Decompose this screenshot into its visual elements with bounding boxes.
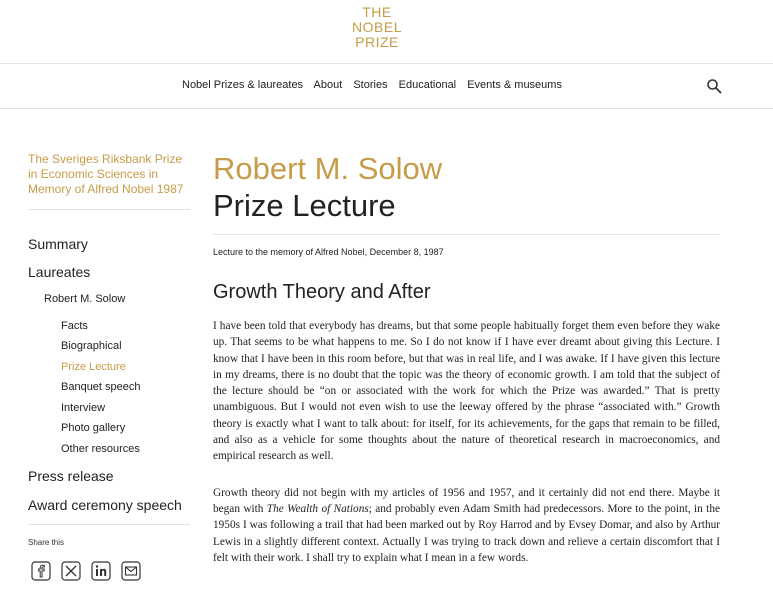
share-label: Share this	[28, 538, 65, 547]
x-icon[interactable]	[61, 561, 81, 581]
sidebar-item-prize-lecture[interactable]: Prize Lecture	[61, 361, 126, 373]
sidebar-item-laureate-name[interactable]: Robert M. Solow	[44, 293, 126, 305]
lecture-paragraph-2	[213, 485, 720, 566]
divider	[28, 209, 190, 210]
sidebar-item-photo-gallery[interactable]: Photo gallery	[61, 422, 126, 434]
sidebar-item-facts[interactable]: Facts	[61, 320, 88, 332]
book-title: The Wealth of Nations	[266, 502, 369, 515]
logo-line-1: THE	[362, 4, 392, 20]
share-icons	[31, 561, 151, 581]
sidebar-item-laureates[interactable]: Laureates	[28, 264, 91, 280]
sidebar-item-biographical[interactable]: Biographical	[61, 340, 122, 352]
linkedin-icon[interactable]	[91, 561, 111, 581]
nobel-prize-logo[interactable]	[347, 5, 407, 50]
paragraph-2-text-a: Growth theory did not begin with my articles of 1956 and 1957, and it certainly did not end there. Maybe it began with	[213, 486, 720, 515]
divider	[28, 524, 190, 525]
logo-line-2: NOBEL	[352, 19, 402, 35]
page-title: Prize Lecture	[213, 188, 396, 223]
main-content	[213, 150, 720, 566]
facebook-icon[interactable]	[31, 561, 51, 581]
site-header	[0, 0, 773, 64]
nav-item-about[interactable]: About	[313, 79, 343, 91]
sidebar-item-banquet-speech[interactable]: Banquet speech	[61, 381, 141, 393]
sidebar-item-other-resources[interactable]: Other resources	[61, 443, 140, 455]
paragraph-2-text-b: ; and probably even Adam Smith had predecessors. More to the point, in the 1950s I was following a trail that had been marked out by Roy Harrod and by Evsey Domar, and also by Arthur Lewis in a slightly different context. Actually I was trying to track down and relieve a certain discomfort that I felt with their work. I shall try to explain what I mean in a few words.	[213, 502, 720, 564]
main-nav	[0, 64, 773, 109]
nav-item-educational[interactable]: Educational	[398, 79, 457, 91]
sidebar	[28, 152, 190, 547]
nav-item-stories[interactable]: Stories	[353, 79, 388, 91]
email-icon[interactable]	[121, 561, 141, 581]
sidebar-item-summary[interactable]: Summary	[28, 236, 88, 252]
sidebar-item-press-release[interactable]: Press release	[28, 468, 114, 484]
sidebar-prize-title[interactable]: The Sveriges Riksbank Prize in Economic Sciences in Memory of Alfred Nobel 1987	[28, 152, 184, 196]
lecture-paragraph-1: I have been told that everybody has dreams, but that some people habitually forget them even before they wake up. That seems to be what happens to me. So I do not know if I have ever dreamt about giving this Lecture. I know that I have been in this room before, but that was in real life, and I was awake. If I have given this lecture in my dreams, there is no doubt that the topic was the theory of economic growth. I am told that the subject of the lecture should be “on or associated with the work for which the Prize was awarded.” That is pretty unambiguous. But I would not even wish to use the leeway offered by the phrase “associated with.” Growth theory is exactly what I want to talk about: for itself, for its achievements, for the gaps that remain to be filled, and also as a vehicle for some thoughts about the nature of theoretical research in macroeconomics, and empirical research as well.	[213, 320, 720, 463]
section-title: Growth Theory and After	[213, 281, 431, 303]
lecture-note: Lecture to the memory of Alfred Nobel, December 8, 1987	[213, 247, 444, 257]
logo-line-3: PRIZE	[355, 34, 399, 50]
search-icon[interactable]	[706, 78, 722, 94]
sidebar-item-interview[interactable]: Interview	[61, 402, 106, 414]
laureate-name-heading: Robert M. Solow	[213, 151, 443, 186]
nav-item-nobel-prizes-laureates[interactable]: Nobel Prizes & laureates	[182, 79, 304, 91]
divider	[213, 234, 720, 235]
nav-item-events-museums[interactable]: Events & museums	[467, 79, 562, 91]
sidebar-item-award-ceremony-speech[interactable]: Award ceremony speech	[28, 497, 182, 513]
nav-links	[182, 79, 570, 91]
